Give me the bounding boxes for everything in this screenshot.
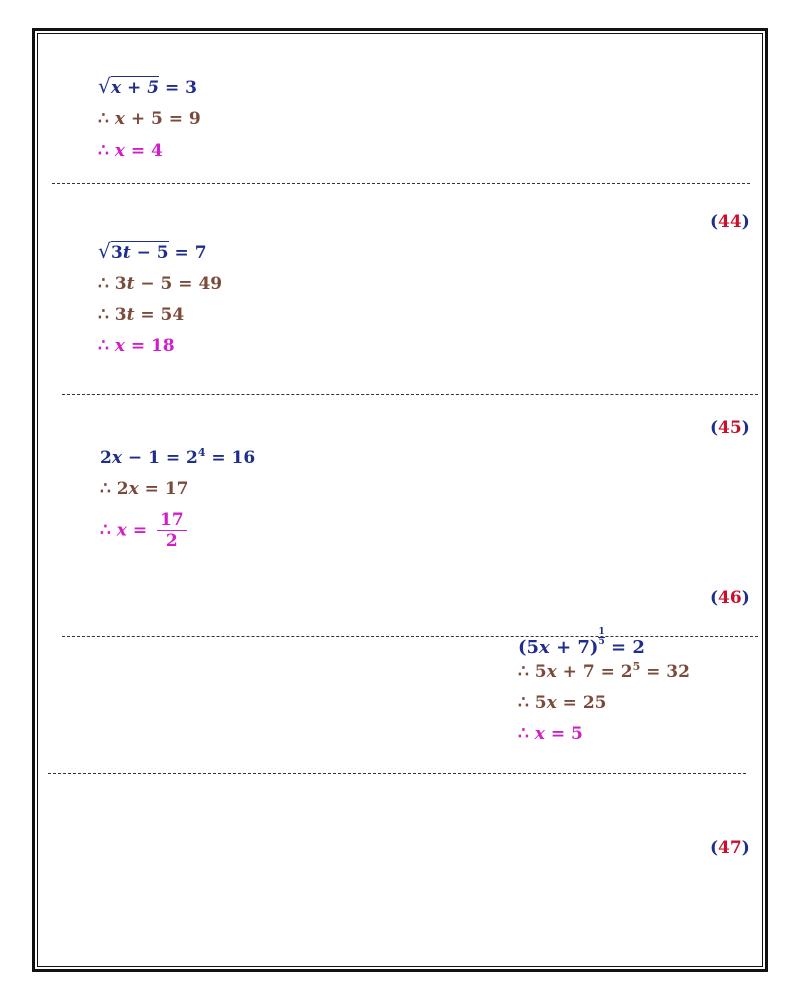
p46-step-line-2: ∴ 5x = 25: [518, 693, 607, 713]
p46-equation-line: (5x + 7) $\frac{1}{5}$ = 2: [518, 627, 645, 658]
separator-line: [62, 394, 758, 395]
sqrt-symbol: √ 3t − 5: [98, 239, 169, 263]
p43-answer-line: ∴ x = 4: [98, 141, 163, 161]
p44-step-line: ∴ 3t − 5 = 49: [98, 274, 223, 294]
exponent-fraction: $\frac{1}{5}$: [598, 627, 605, 647]
problem-number-46: (46): [710, 588, 750, 608]
separator-line: [52, 183, 750, 184]
p45-equation-line: $2x - 1 = 2^4 = 16$: [100, 446, 256, 468]
problem-number-44: (44): [710, 212, 750, 232]
fraction: $\frac{17}{2}$: [157, 510, 187, 551]
p44-equation-line: √ 3t − 5 = 7: [98, 239, 207, 263]
p46-answer-line: ∴ x = 5: [518, 724, 583, 744]
p44-answer-line: ∴ x = 18: [98, 336, 175, 356]
p43-equation-line: √ x + 5 = 3: [98, 74, 197, 98]
problem-number-45: (45): [710, 418, 750, 438]
p45-answer-line: ∴ x = $\frac{17}{2}$: [100, 510, 187, 551]
p44-step-line-2: ∴ 3t = 54: [98, 305, 185, 325]
page-border-inner: [37, 33, 763, 967]
problem-number-47: (47): [710, 838, 750, 858]
p46-step-line: ∴ $5x + 7 = 2^5 = 32$: [518, 660, 690, 682]
sqrt-symbol: √ x + 5: [98, 74, 160, 98]
separator-line: [62, 636, 758, 637]
p45-step-line: ∴ 2x = 17: [100, 479, 189, 499]
p43-step-line: ∴ x + 5 = 9: [98, 109, 201, 129]
separator-line: [48, 773, 746, 774]
